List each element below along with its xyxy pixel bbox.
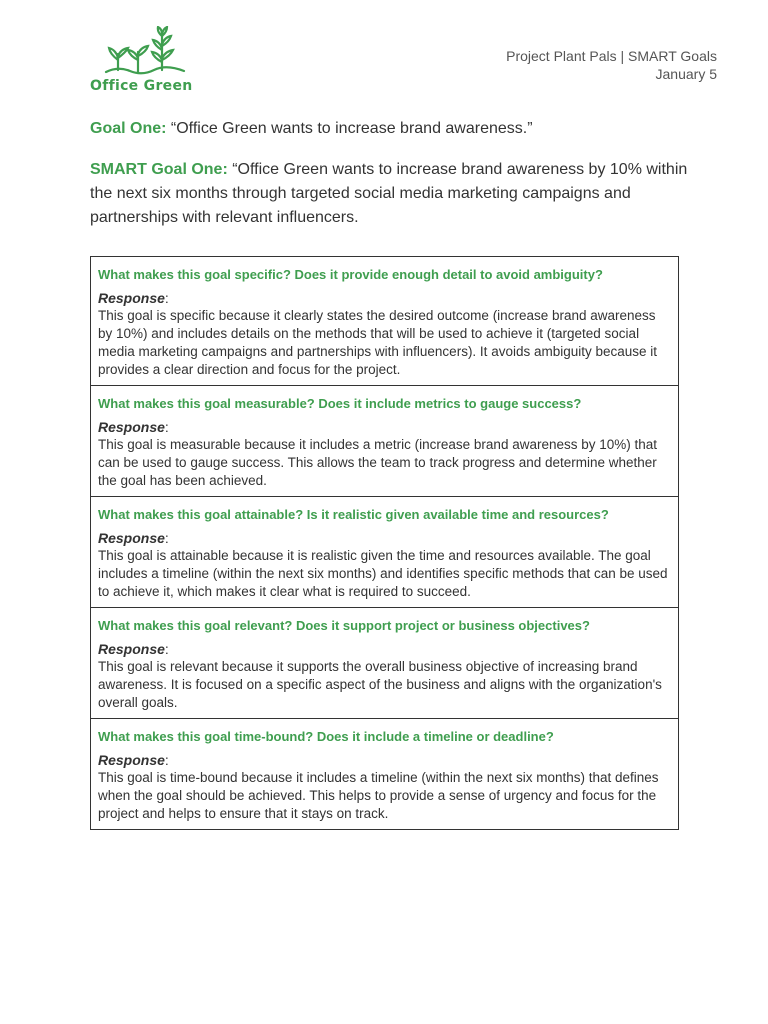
goal-one-label: Goal One: [90,120,167,137]
office-green-logo [90,26,200,98]
goal-one [90,120,533,138]
table-row-time-bound [91,718,678,829]
logo-text: Office Green [90,78,193,94]
sprout-plants-icon [104,26,186,76]
response-label: Response: [98,419,169,435]
document-header [506,47,717,83]
smart-goal-one-text: “Office Green wants to increase brand awareness by 10% within the next six months through targeted social media marketing campaigns and partnerships with relevant influencers. [90,161,688,226]
smart-criteria-table [90,256,679,830]
question-specific: What makes this goal specific? Does it provide enough detail to avoid ambiguity? [98,267,603,282]
question-measurable: What makes this goal measurable? Does it include metrics to gauge success? [98,396,582,411]
smart-goal-one-label: SMART Goal One: [90,161,228,178]
question-time-bound: What makes this goal time-bound? Does it include a timeline or deadline? [98,729,554,744]
table-row-measurable [91,385,678,496]
response-label: Response: [98,290,169,306]
response-label: Response: [98,530,169,546]
response-specific: This goal is specific because it clearly states the desired outcome (increase brand awareness by 10%) and includes details on the methods that will be used to achieve it (targeted social media marketing campaigns and partnerships with influencers). It avoids ambiguity because it provides a clear direction and focus for the project. [98,308,658,377]
response-relevant: This goal is relevant because it supports the overall business objective of increasing brand awareness. It is focused on a specific aspect of the business and aligns with the organization's overall goals. [98,659,662,710]
table-row-relevant [91,607,678,718]
response-label: Response: [98,641,169,657]
response-label: Response: [98,752,169,768]
goal-one-text: “Office Green wants to increase brand awareness.” [166,120,533,137]
response-attainable: This goal is attainable because it is realistic given the time and resources available. The goal includes a timeline (within the next six months) and identifies specific methods that can be used to achieve it, which makes it clear what is required to succeed. [98,548,668,599]
response-time-bound: This goal is time-bound because it includes a timeline (within the next six months) that defines when the goal should be achieved. This helps to provide a sense of urgency and focus for the project and helps to ensure that it stays on track. [98,770,659,821]
question-relevant: What makes this goal relevant? Does it support project or business objectives? [98,618,590,633]
question-attainable: What makes this goal attainable? Is it realistic given available time and resources? [98,507,609,522]
table-row-attainable [91,496,678,607]
table-row-specific [91,257,678,385]
smart-goal-one [90,158,710,230]
project-title: Project Plant Pals | SMART Goals [506,48,717,64]
document-date: January 5 [655,66,717,82]
response-measurable: This goal is measurable because it includes a metric (increase brand awareness by 10%) that can be used to gauge success. This allows the team to track progress and determine whether the goal has been achieved. [98,437,658,488]
